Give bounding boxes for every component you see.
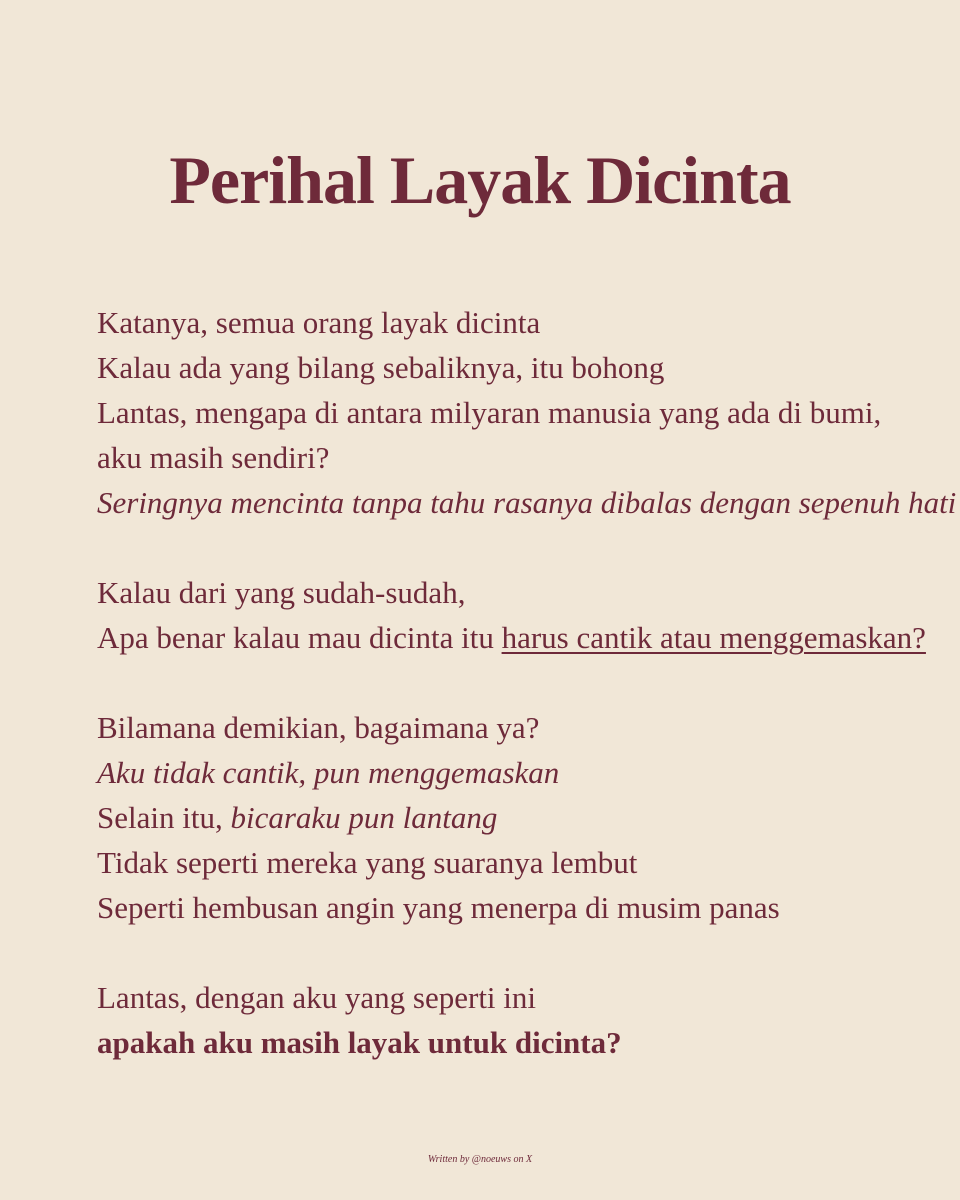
poem-line: Seperti hembusan angin yang menerpa di musim panas — [97, 890, 780, 925]
poem-line-italic: Aku tidak cantik, pun menggemaskan — [97, 755, 560, 790]
poem-line — [97, 615, 926, 660]
poem-line: Lantas, mengapa di antara milyaran manusia yang ada di bumi, — [97, 395, 882, 430]
poem-line: Katanya, semua orang layak dicinta — [97, 305, 541, 340]
stanza-gap — [97, 660, 897, 705]
poem-line: Lantas, dengan aku yang seperti ini — [97, 980, 537, 1015]
stanza-gap — [97, 525, 897, 570]
poem-line-prefix: Selain itu, — [97, 800, 231, 835]
stanza-gap — [97, 930, 897, 975]
italic-phrase: bicaraku pun lantang — [230, 800, 498, 835]
poem-line-italic: Seringnya mencinta tanpa tahu rasanya dibalas dengan sepenuh hati — [97, 485, 957, 520]
author-credit: Written by @noeuws on X — [427, 1154, 533, 1165]
poem-line-prefix: Apa benar kalau mau dicinta itu — [97, 620, 502, 655]
poem-body — [97, 300, 957, 1065]
poem-line: Kalau dari yang sudah-sudah, — [97, 575, 466, 610]
poem-line: Bilamana demikian, bagaimana ya? — [97, 710, 540, 745]
poem-line: Tidak seperti mereka yang suaranya lembut — [97, 845, 638, 880]
poem-line-bold: apakah aku masih layak untuk dicinta? — [97, 1025, 622, 1060]
poem-line — [97, 795, 897, 840]
poem-title: Perihal Layak Dicinta — [169, 142, 791, 218]
underlined-phrase: harus cantik atau menggemaskan? — [501, 620, 926, 655]
poem-line: Kalau ada yang bilang sebaliknya, itu bohong — [97, 350, 665, 385]
poem-line: aku masih sendiri? — [97, 440, 330, 475]
